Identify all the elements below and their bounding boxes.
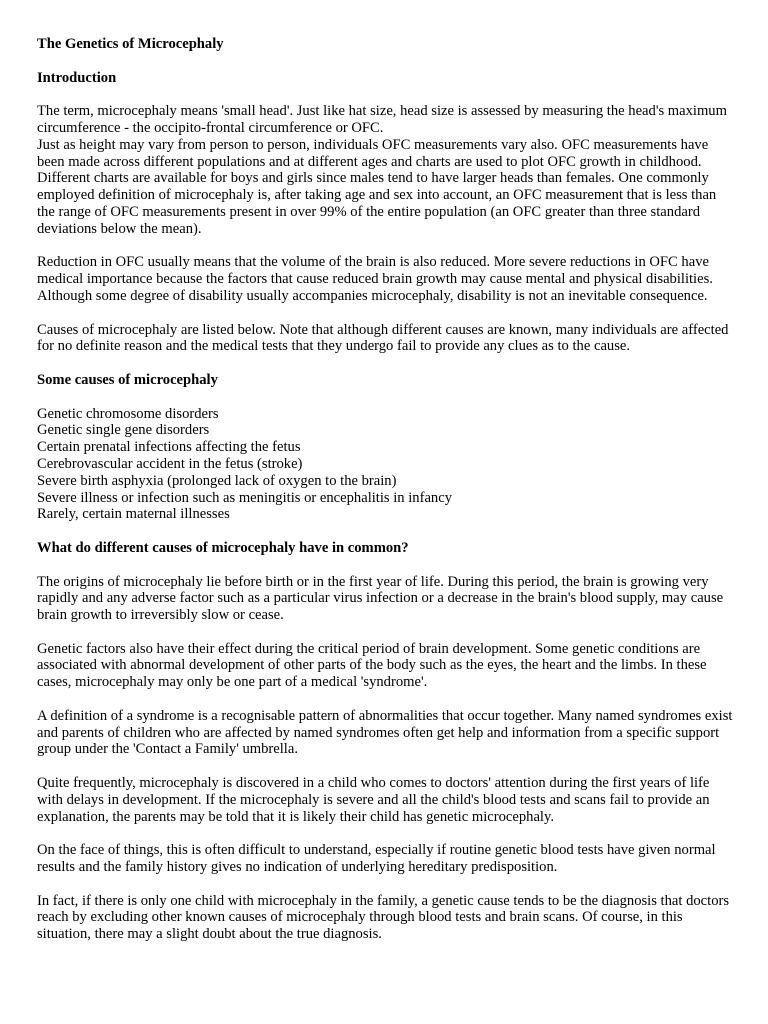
- document-page: [37, 36, 737, 943]
- spacer: [37, 691, 737, 708]
- common-paragraph-2: Genetic factors also have their effect during the critical period of brain development. Some genetic conditions are associated with abnormal development of other parts of the body such as the eyes, the heart and the limbs. In these cases, microcephaly may only be one part of a medical 'syndrome'.: [37, 640, 707, 691]
- list-item: Rarely, certain maternal illnesses: [37, 506, 230, 523]
- spacer: [37, 305, 737, 322]
- causes-heading: Some causes of microcephaly: [37, 371, 218, 388]
- common-paragraph-4: Quite frequently, microcephaly is discovered in a child who comes to doctors' attention during the first years of life with delays in development. If the microcephaly is severe and all the child's blood tests and scans fail to provide an explanation, the parents may be told that it is likely their child has genetic microcephaly.: [37, 775, 710, 825]
- spacer: [37, 238, 737, 255]
- intro-paragraph-3: Causes of microcephaly are listed below. Note that although different causes are known, many individuals are affected for no definite reason and the medical tests that they undergo fail to provide any clues as to the cause.: [37, 321, 729, 355]
- spacer: [37, 825, 737, 842]
- list-item: Severe illness or infection such as meningitis or encephalitis in infancy: [37, 489, 453, 506]
- spacer: [37, 557, 737, 574]
- spacer: [37, 389, 737, 406]
- spacer: [37, 876, 737, 893]
- causes-list: [37, 406, 737, 524]
- list-item: Genetic single gene disorders: [37, 422, 210, 439]
- common-paragraph-5: On the face of things, this is often difficult to understand, especially if routine genetic blood tests have given normal results and the family history gives no indication of underlying hereditary predisposition.: [37, 842, 716, 876]
- common-causes-heading: What do different causes of microcephaly have in common?: [37, 539, 409, 556]
- spacer: [37, 86, 737, 103]
- list-item: Severe birth asphyxia (prolonged lack of oxygen to the brain): [37, 472, 397, 489]
- spacer: [37, 53, 737, 70]
- common-paragraph-1: The origins of microcephaly lie before birth or in the first year of life. During this period, the brain is growing very rapidly and any adverse factor such as a particular virus infection or a decrease in the brain's blood supply, may cause brain growth to irreversibly slow or cease.: [37, 573, 724, 624]
- spacer: [37, 355, 737, 372]
- introduction-heading: Introduction: [37, 69, 117, 86]
- common-paragraph-3: A definition of a syndrome is a recognisable pattern of abnormalities that occur together. Many named syndromes exist and parents of children who are affected by named syndromes often get help and information from a specific support group under the 'Contact a Family' umbrella.: [37, 707, 733, 758]
- intro-paragraph-1a: The term, microcephaly means 'small head'. Just like hat size, head size is assessed by measuring the head's maximum circumference - the occipito-frontal circumference or OFC.: [37, 103, 727, 136]
- spacer: [37, 523, 737, 540]
- list-item: Cerebrovascular accident in the fetus (stroke): [37, 455, 303, 472]
- list-item: Genetic chromosome disorders: [37, 405, 219, 422]
- common-paragraph-6: In fact, if there is only one child with microcephaly in the family, a genetic cause tends to be the diagnosis that doctors reach by excluding other known causes of microcephaly through blood tests and brain scans. Of course, in this situation, there may a slight doubt about the true diagnosis.: [37, 892, 730, 943]
- spacer: [37, 758, 737, 775]
- spacer: [37, 624, 737, 641]
- document-title: The Genetics of Microcephaly: [37, 36, 224, 52]
- intro-paragraph-2: Reduction in OFC usually means that the volume of the brain is also reduced. More severe reductions in OFC have medical importance because the factors that cause reduced brain growth may cause mental and physical disabilities. Although some degree of disability usually accompanies microcephaly, disability is not an inevitable consequence.: [37, 254, 713, 304]
- intro-paragraph-1b: Just as height may vary from person to person, individuals OFC measurements vary also. OFC measurements have been made across different populations and at different ages and charts are used to plot OFC growth in childhood. Different charts are available for boys and girls since males tend to have larger heads than females. One commonly employed definition of microcephaly is, after taking age and sex into account, an OFC measurement that is less than the range of OFC measurements present in over 99% of the entire population (an OFC greater than three standard deviations below the mean).: [37, 136, 717, 237]
- list-item: Certain prenatal infections affecting the fetus: [37, 439, 301, 456]
